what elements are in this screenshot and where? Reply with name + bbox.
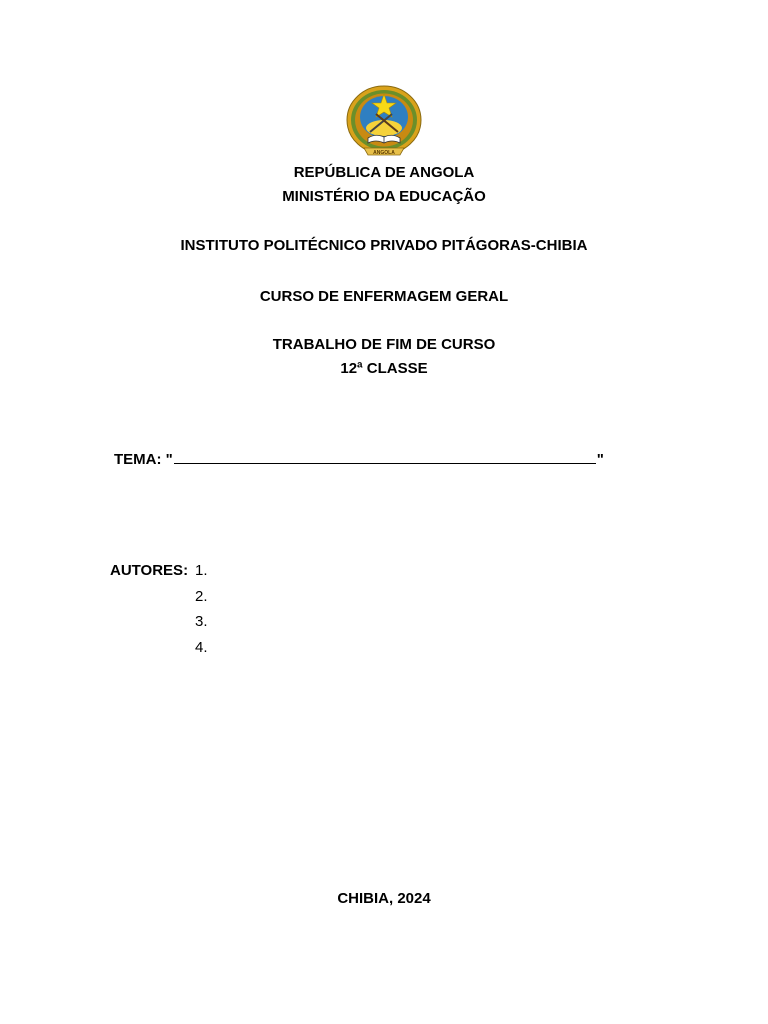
country-heading: REPÚBLICA DE ANGOLA bbox=[293, 164, 475, 181]
authors-label: AUTORES: bbox=[110, 562, 189, 579]
theme-open-quote: " bbox=[165, 451, 173, 468]
ministry-heading: MINISTÉRIO DA EDUCAÇÃO bbox=[282, 188, 486, 205]
grade-label: 12ª CLASSE bbox=[340, 360, 428, 377]
place-and-year: CHIBIA, 2024 bbox=[337, 890, 431, 907]
author-number-2: 2. bbox=[195, 588, 208, 605]
course-name: CURSO DE ENFERMAGEM GERAL bbox=[259, 288, 509, 305]
author-number-1: 1. bbox=[195, 562, 208, 579]
author-number-3: 3. bbox=[195, 613, 208, 630]
work-title: TRABALHO DE FIM DE CURSO bbox=[272, 336, 496, 353]
institute-name: INSTITUTO POLITÉCNICO PRIVADO PITÁGORAS-CHIBIA bbox=[180, 237, 588, 254]
angola-coat-of-arms-icon bbox=[342, 84, 426, 162]
theme-close-quote: " bbox=[596, 451, 604, 468]
theme-blank-field[interactable] bbox=[174, 449, 596, 464]
theme-line bbox=[114, 449, 604, 469]
theme-label: TEMA: bbox=[114, 451, 162, 468]
svg-text:ANGOLA: ANGOLA bbox=[373, 150, 395, 156]
author-number-4: 4. bbox=[195, 639, 208, 656]
